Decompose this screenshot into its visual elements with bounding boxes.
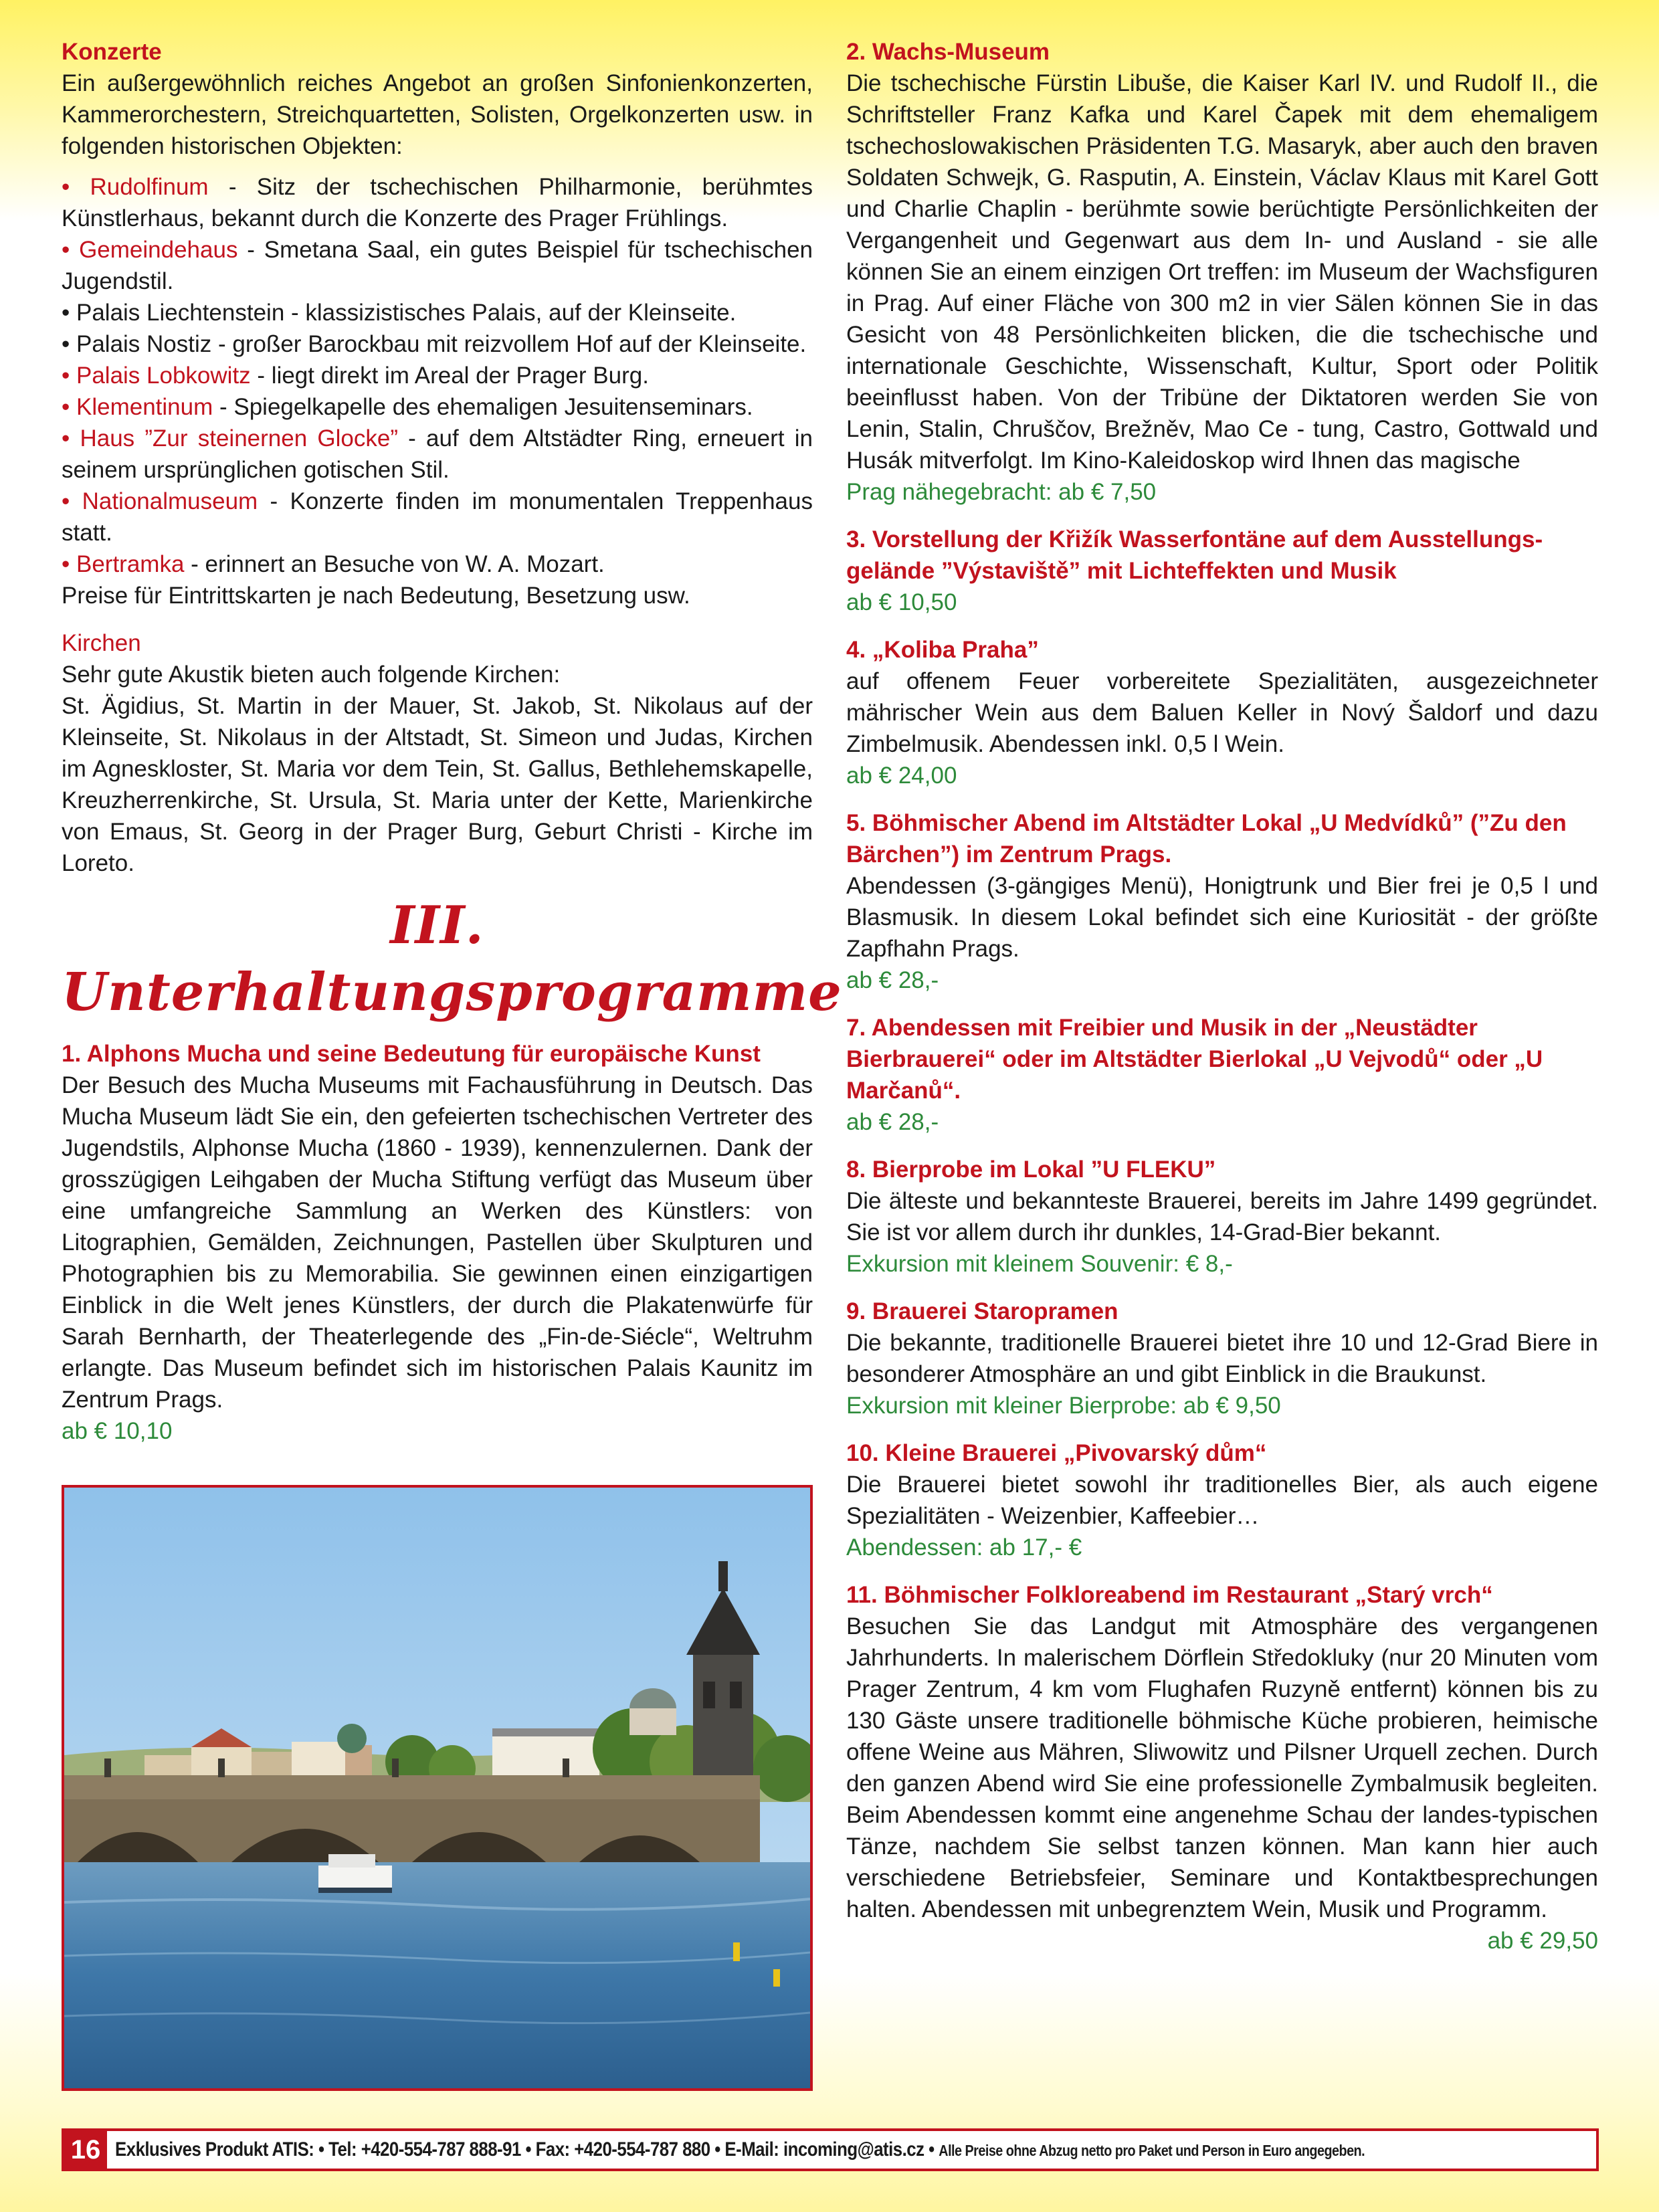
prague-charles-bridge-photo: [62, 1485, 813, 2091]
konzerte-footer-note: Preise für Eintrittskarten je nach Bedeutung, Besetzung usw.: [62, 583, 690, 609]
item9-title: 9. Brauerei Staropramen: [846, 1298, 1118, 1324]
page-number: 16: [64, 2131, 107, 2169]
bullet-icon: •: [62, 331, 76, 357]
left-column: [62, 36, 842, 1447]
venue-name: Nationalmuseum: [82, 488, 258, 514]
footer-bar: [62, 2128, 1599, 2171]
item8-title: 8. Bierprobe im Lokal ”U FLEKU”: [846, 1157, 1216, 1183]
item9-price: Exkursion mit kleiner Bierprobe: ab € 9,50: [846, 1393, 1281, 1419]
venue-description: - auf dem Altstädter Ring, erneuert in seinem ursprünglichen gotischen Stil.: [62, 425, 813, 483]
kirchen-intro: Sehr gute Akustik bieten auch folgende Kirchen:: [62, 662, 561, 688]
item10-title: 10. Kleine Brauerei „Pivovarský dům“: [846, 1440, 1267, 1466]
venue-description: - erinnert an Besuche von W. A. Mozart.: [184, 551, 605, 577]
item2-title: 2. Wachs-Museum: [846, 39, 1050, 65]
venue-description: Palais Nostiz - großer Barockbau mit reizvollem Hof auf der Kleinseite.: [76, 331, 807, 357]
venue-item: [62, 297, 813, 328]
venue-name: Palais Lobkowitz: [76, 363, 251, 389]
item9-text: Die bekannte, traditionelle Brauerei bietet ihre 10 und 12-Grad Biere in besonderer Atmosphäre an und gibt Einblick in die Braukunst.: [846, 1330, 1598, 1387]
venue-description: Palais Liechtenstein - klassizistisches Palais, auf der Kleinseite.: [76, 300, 737, 326]
bullet-icon: •: [62, 394, 76, 420]
venue-item: [62, 360, 813, 391]
item7-price: ab € 28,-: [846, 1109, 939, 1135]
venue-description: - liegt direkt im Areal der Prager Burg.: [250, 363, 649, 389]
venue-name: Klementinum: [76, 394, 213, 420]
venue-description: - Spiegelkapelle des ehemaligen Jesuitenseminars.: [213, 394, 753, 420]
kirchen-heading: Kirchen: [62, 630, 141, 656]
venue-list: [62, 171, 813, 580]
footer-price-note: Alle Preise ohne Abzug netto pro Paket und Person in Euro angegeben.: [939, 2142, 1365, 2159]
venue-name: Haus ”Zur steinernen Glocke”: [80, 425, 398, 451]
item2-price: Prag nähegebracht: ab € 7,50: [846, 479, 1157, 505]
item8-price: Exkursion mit kleinem Souvenir: € 8,-: [846, 1251, 1233, 1277]
item10-text: Die Brauerei bietet sowohl ihr traditionelles Bier, als auch eigene Spezialitäten - Weizenbier, Kaffeebier…: [846, 1472, 1598, 1529]
konzerte-intro: Ein außergewöhnlich reiches Angebot an großen Sinfonienkonzerten, Kammerorchestern, Streichquartetten, Solisten, Orgelkonzerten usw. in folgenden historischen Objekten:: [62, 70, 813, 159]
item11-text: Besuchen Sie das Landgut mit Atmosphäre des vergangenen Jahrhunderts. In malerischem Dörflein Středokluky (nur 20 Minuten vom Prager Zentrum, 4 km vom Flughafen Ruzyně entfernt) können bis zu 130 Gäste unsere traditionelle böhmische Küche probieren, heimische offene Weine aus Mähren, Sliwowitz und Pilsner Urquell zechen. Durch den ganzen Abend wird Sie eine professionelle Zymbalmusik begleiten. Beim Abendessen kommt eine angenehme Schau der landes-typischen Tänze, nachdem Sie selbst tanzen können. Man kann hier auch verschiedene Betriebsfeier, Seminare und Kontaktbesprechungen halten. Abendessen mit unbegrenztem Wein, Musik und Programm.: [846, 1613, 1598, 1922]
venue-description: - Smetana Saal, ein gutes Beispiel für tschechischen Jugendstil.: [62, 237, 813, 294]
bullet-icon: •: [62, 237, 80, 263]
bullet-icon: •: [62, 300, 76, 326]
item11-price-row: [846, 1925, 1598, 1956]
section-title: III. Unterhaltungsprogramme: [62, 895, 842, 1023]
item11-price: ab € 29,50: [1487, 1928, 1598, 1954]
konzerte-heading: Konzerte: [62, 39, 162, 65]
item2-text: Die tschechische Fürstin Libuše, die Kaiser Karl IV. und Rudolf II., die Schriftsteller Franz Kafka und Karel Čapek mit dem ehemaligem tschechoslowakischen Präsidenten T.G. Masaryk, aber auch den braven Soldaten Schwejk, G. Rasputin, A. Einstein, Václav Klaus mit Karel Gott und Charlie Chaplin - berühmte sowie berüchtigte Persönlichkeiten der Vergangenheit und Gegenwart aus dem In- und Ausland - sie alle können Sie an einem einzigen Ort treffen: im Museum der Wachsfiguren in Prag. Auf einer Fläche von 300 m2 in vier Sälen können Sie in das Gesicht von 48 Persönlichkeiten blicken, die die tschechische und internationale Geschichte, Wissenschaft, Kultur, Sport oder Politik beeinflusst haben. Von der Tribüne der Diktatoren werden Sie von Lenin, Stalin, Chruščov, Brežněv, Mao Ce - tung, Castro, Gottwald und Husák mitverfolgt. Im Kino-Kaleidoskop wird Ihnen das magische: [846, 70, 1598, 474]
venue-item: [62, 391, 813, 423]
venue-item: [62, 171, 813, 234]
kirchen-list: St. Ägidius, St. Martin in der Mauer, St. Jakob, St. Nikolaus auf der Kleinseite, St. Nikolaus in der Altstadt, St. Simeon und Judas, Kirchen im Agneskloster, St. Maria vor dem Tein, St. Gallus, Bethlehemskapelle, Kreuzherrenkirche, St. Ursula, St. Maria unter der Kette, Marienkirche von Emaus, St. Georg in der Prager Burg, Geburt Christi - Kirche im Loreto.: [62, 693, 813, 876]
venue-item: [62, 234, 813, 297]
item7-title: 7. Abendessen mit Freibier und Musik in der „Neustädter Bierbrauerei“ oder im Altstädter Bierlokal „U Vejvodů“ oder „U Marčanů“.: [846, 1015, 1543, 1104]
venue-name: Bertramka: [76, 551, 185, 577]
bullet-icon: •: [62, 174, 90, 200]
item4-text: auf offenem Feuer vorbereitete Spezialitäten, ausgezeichneter mährischer Wein aus dem Baluen Keller in Nový Šaldorf und dazu Zimbelmusik. Abendessen inkl. 0,5 l Wein.: [846, 668, 1598, 757]
bullet-icon: •: [62, 488, 82, 514]
item4-price: ab € 24,00: [846, 763, 957, 789]
venue-description: - Konzerte finden im monumentalen Treppenhaus statt.: [62, 488, 813, 546]
item1-title: 1. Alphons Mucha und seine Bedeutung für europäische Kunst: [62, 1041, 761, 1067]
bullet-icon: •: [62, 551, 76, 577]
item5-title: 5. Böhmischer Abend im Altstädter Lokal „U Medvídků” (”Zu den Bärchen”) im Zentrum Prags.: [846, 810, 1567, 868]
item3-title: 3. Vorstellung der Křižík Wasserfontäne auf dem Ausstellungs-gelände ”Výstaviště” mit Lichteffekten und Musik: [846, 526, 1543, 584]
venue-item: [62, 548, 813, 580]
item4-title: 4. „Koliba Praha”: [846, 637, 1039, 663]
venue-item: [62, 328, 813, 360]
venue-name: Gemeindehaus: [79, 237, 238, 263]
item5-text: Abendessen (3-gängiges Menü), Honigtrunk und Bier frei je 0,5 l und Blasmusik. In diesem Lokal befindet sich eine Kuriosität - der größte Zapfhahn Prags.: [846, 873, 1598, 962]
right-column: [846, 36, 1598, 1956]
item3-price: ab € 10,50: [846, 589, 957, 615]
venue-name: Rudolfinum: [90, 174, 209, 200]
item11-title: 11. Böhmischer Folkloreabend im Restaurant „Starý vrch“: [846, 1582, 1493, 1608]
bullet-icon: •: [62, 425, 80, 451]
bullet-icon: •: [62, 363, 76, 389]
item5-price: ab € 28,-: [846, 967, 939, 993]
item10-price: Abendessen: ab 17,- €: [846, 1534, 1082, 1561]
item1-text: Der Besuch des Mucha Museums mit Fachausführung in Deutsch. Das Mucha Museum lädt Sie ein, den gefeierten tschechischen Vertreter des Jugendstils, Alphonse Mucha (1860 - 1939), kennenzulernen. Dank der grosszügigen Leihgaben der Mucha Stiftung verfügt das Museum über eine umfangreiche Sammlung an Werken des Künstlers: von Litographien, Gemälden, Zeichnungen, Pastellen über Skulpturen und Photographien bis zu Memorabilia. Sie gewinnen einen einzigartigen Einblick in die Welt jenes Künstlers, der durch die Plakatenwürfe für Sarah Bernharth, der Theaterlegende des „Fin-de-Siécle“, Weltruhm erlangte. Das Museum befindet sich im historischen Palais Kaunitz im Zentrum Prags.: [62, 1072, 813, 1413]
venue-item: [62, 423, 813, 486]
item1-price: ab € 10,10: [62, 1418, 173, 1444]
footer-contact: [107, 2138, 1365, 2161]
venue-item: [62, 486, 813, 548]
footer-contact-text: Exklusives Produkt ATIS: • Tel: +420-554-787 888-91 • Fax: +420-554-787 880 • E-Mail: incoming@atis.cz •: [115, 2138, 935, 2160]
venue-description: - Sitz der tschechischen Philharmonie, berühmtes Künstlerhaus, bekannt durch die Konzerte des Prager Frühlings.: [62, 174, 813, 231]
item8-text: Die älteste und bekannteste Brauerei, bereits im Jahre 1499 gegründet. Sie ist vor allem durch ihr dunkles, 14-Grad-Bier bekannt.: [846, 1188, 1598, 1245]
